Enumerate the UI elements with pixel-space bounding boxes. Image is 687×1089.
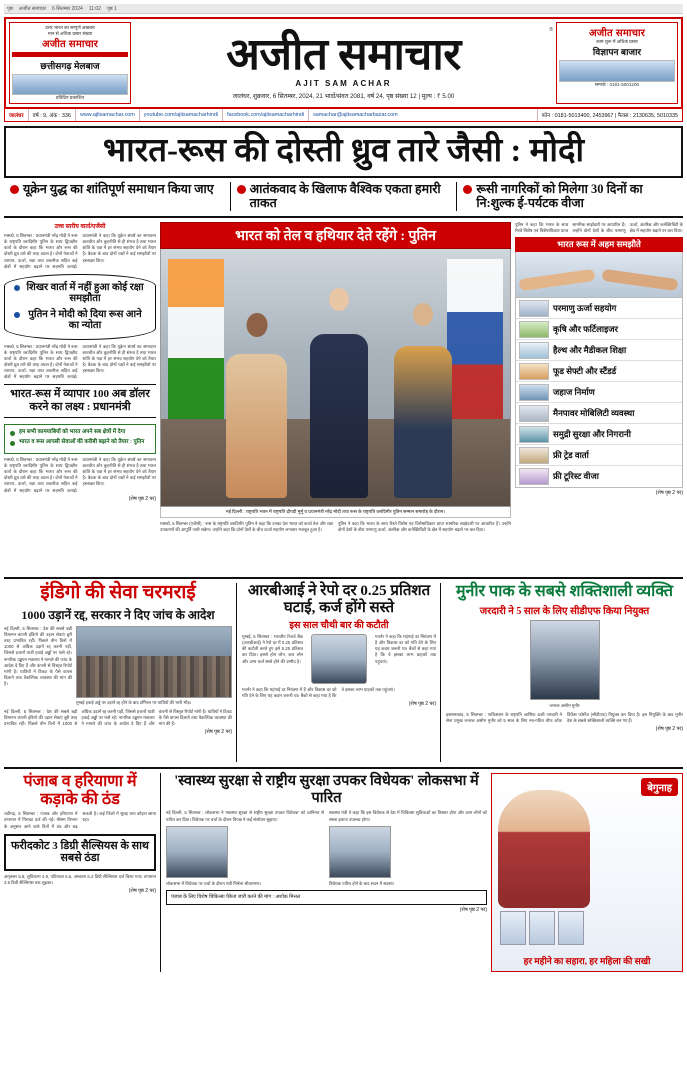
rbi-portrait-col bbox=[307, 634, 371, 684]
bill-content-row bbox=[166, 810, 487, 886]
food-safety-thumb-icon bbox=[519, 363, 549, 380]
left-bullet-text-2: पुतिन ने मोदी को दिया रूस आने का न्योता bbox=[28, 308, 142, 332]
sub-headline-1 bbox=[4, 182, 230, 212]
cds-headline: मुनीर पाक के सबसे शक्तिशाली व्यक्ति bbox=[455, 583, 674, 601]
top-strip-item-4: पृष्ठ 1 bbox=[106, 5, 117, 12]
handshake-icon bbox=[515, 252, 683, 298]
indigo-story bbox=[4, 583, 232, 762]
top-strip-item-1: अजीत समाचार bbox=[18, 5, 47, 12]
figure-head bbox=[329, 288, 349, 311]
lead-headline: भारत-रूस की दोस्ती ध्रुव तारे जैसी : मोदी bbox=[102, 133, 585, 169]
rbi-body-right: गवर्नर ने कहा कि महंगाई दर नियंत्रण में है और विकास दर को गति देने के लिए यह कदम जरूरी था। बैंकों से कहा गया है कि वे इसका लाभ ग्राहकों तक पहुंचाएं। bbox=[375, 634, 436, 664]
cold-body: चंडीगढ़, 5 सितम्बर : पंजाब और हरियाणा में तापमान में गिरावट दर्ज की गई। मौसम विभाग के अनुसार आने वाले दिनों में ठंड और बढ़ सकती है। कई जिलों में सुबह घना कोहरा छाया रहा। bbox=[4, 811, 156, 829]
advertisement[interactable] bbox=[491, 773, 683, 972]
bill-caption-right: विधेयक पारित होने के बाद सदन में सदस्य। bbox=[329, 880, 395, 886]
left-continuation-link[interactable]: (शेष पृष्ठ 2 पर) bbox=[128, 495, 156, 502]
indigo-body-2: नई दिल्ली, 5 सितम्बर : देश की सबसे बड़ी विमानन कंपनी इंडिगो की उड़ान सेवाएं बुरी तरह प्रभावित रहीं। पिछले तीन दिनों में 1000 से अधिक उड़ानें रद्द करनी पड़ीं, जिससे हजारों यात्री हवाई अड्डों पर फंसे रहे। नागरिक उड्डयन मंत्रालय ने मामले की जांच के आदेश दे दिए हैं और कंपनी से विस्तृत रिपोर्ट मांगी है। यात्रियों ने टिकट के पैसे वापस दिलाने तथा वैकल्पिक व्यवस्था की मांग की है। bbox=[4, 709, 232, 727]
agreement-label-2: हैल्थ और मैडीकल शिक्षा bbox=[553, 344, 627, 355]
info-website[interactable] bbox=[76, 109, 140, 121]
rbi-governor-portrait bbox=[311, 634, 367, 684]
ad-pack-item bbox=[500, 911, 526, 945]
ad-pack-item bbox=[558, 911, 584, 945]
maritime-security-thumb-icon bbox=[519, 426, 549, 443]
agreement-label-4: जहाज निर्माण bbox=[553, 386, 595, 397]
cds-photo-caption: जनरल असीम मुनीर bbox=[549, 702, 580, 708]
sub-headline-row bbox=[4, 182, 683, 219]
indigo-content-row bbox=[4, 626, 232, 706]
top-strip-item-3: 11:02 bbox=[88, 5, 101, 12]
info-issue: वर्ष : 9, अंक : 336 bbox=[29, 109, 76, 121]
lead-photo-caption: नई दिल्ली : राष्ट्रपति भवन में राष्ट्रपति द्रौपदी मुर्मू व प्रधानमंत्री नरेंद्र मोदी तथा रूस के राष्ट्रपति व्लादिमीर पुतिन सम्मान समारोह के दौरान। bbox=[160, 507, 511, 518]
left-bullet-text-1: शिखर वार्ता में नहीं हुआ कोई रक्षा समझौता bbox=[26, 281, 144, 305]
bill-story bbox=[160, 773, 487, 972]
ad-tagline: हर महीने का सहारा, हर महिला की सखी bbox=[523, 956, 651, 967]
ad-model-photo bbox=[498, 790, 590, 908]
center-text-row bbox=[160, 521, 511, 533]
bill-caption-left: लोकसभा में विधेयक पर चर्चा के दौरान मंत्री निर्मला सीतारमण। bbox=[166, 880, 262, 886]
agreement-label-8: फ्री टूरिस्ट वीजा bbox=[553, 471, 599, 482]
left-kicker: उच्च स्तरीय वार्ता/एजेंसी bbox=[54, 224, 106, 231]
indigo-headline: इंडिगो की सेवा चरमराई bbox=[40, 582, 196, 604]
masthead-right-note: सम्पर्क : 0181-5001200 bbox=[594, 81, 640, 87]
agreement-label-1: कृषि और फर्टिलाइजर bbox=[553, 323, 619, 334]
health-thumb-icon bbox=[519, 342, 549, 359]
masthead-left-strip bbox=[12, 52, 128, 57]
trademark-mark: ® bbox=[549, 26, 553, 33]
left-bullet-box bbox=[4, 274, 156, 340]
rbi-continuation-link[interactable]: (शेष पृष्ठ 2 पर) bbox=[408, 701, 436, 708]
agreement-label-0: परमाणु ऊर्जा सहयोग bbox=[553, 302, 617, 313]
lead-headline-box bbox=[4, 126, 683, 178]
tourist-visa-thumb-icon bbox=[519, 468, 549, 485]
lead-story-grid bbox=[4, 222, 683, 572]
masthead-left-small-top: मान से अधिक प्रसार संख्या bbox=[47, 30, 93, 36]
lead-photo bbox=[160, 249, 511, 507]
rbi-content-row bbox=[242, 634, 436, 684]
top-strip-item-2: 6 सितम्बर 2024 bbox=[52, 5, 83, 12]
list-item[interactable] bbox=[516, 445, 682, 466]
shipbuilding-thumb-icon bbox=[519, 384, 549, 401]
info-edition-text: जालंधर bbox=[9, 113, 24, 119]
bill-portrait-right bbox=[329, 826, 391, 878]
left-trade-headline: भारत-रूस में व्यापार 100 अब डॉलर करने का लक्ष्य : प्रधानमंत्री bbox=[4, 384, 156, 417]
cds-story bbox=[440, 583, 683, 762]
free-trade-thumb-icon bbox=[519, 447, 549, 464]
newspaper-brand-title: अजीत समाचार bbox=[226, 29, 461, 79]
list-item[interactable] bbox=[516, 319, 682, 340]
top-strip-item-0: पृष्ठ bbox=[7, 5, 13, 12]
ad-panel[interactable] bbox=[491, 773, 683, 972]
ad-product-packs bbox=[500, 911, 584, 945]
sub-headline-3 bbox=[456, 182, 683, 212]
rbi-story bbox=[236, 583, 436, 762]
indigo-subhead: 1000 उड़ानें रद्द, सरकार ने दिए जांच के आदेश bbox=[21, 608, 215, 623]
bullet-icon bbox=[10, 185, 19, 194]
left-body-text-2: मास्को, 5 सितम्बर : प्रधानमंत्री नरेंद्र मोदी ने रूस के राष्ट्रपति व्लादिमीर पुतिन के साथ द्विपक्षीय वार्ता के दौरान कहा कि भारत और रूस की दोस्ती ध्रुव तारे की तरह अटल है। दोनों नेताओं ने व्यापार, ऊर्जा, रक्षा तथा तकनीक सहित कई क्षेत्रों में सहयोग बढ़ाने पर सहमति जताई। प्रधानमंत्री ने कहा कि यूक्रेन संघर्ष का समाधान बातचीत और कूटनीति से ही संभव है तथा भारत शांति के पक्ष में हर संभव सहयोग देने को तैयार है। बैठक के बाद दोनों पक्षों ने कई समझौतों पर हस्ताक्षर किए। bbox=[4, 343, 156, 380]
green-point-item bbox=[10, 429, 150, 436]
left-body-text: मास्को, 5 सितम्बर : प्रधानमंत्री नरेंद्र मोदी ने रूस के राष्ट्रपति व्लादिमीर पुतिन के साथ द्विपक्षीय वार्ता के दौरान कहा कि भारत और रूस की दोस्ती ध्रुव तारे की तरह अटल है। दोनों नेताओं ने व्यापार, ऊर्जा, रक्षा तथा तकनीक सहित कई क्षेत्रों में सहयोग बढ़ाने पर सहमति जताई। प्रधानमंत्री ने कहा कि यूक्रेन संघर्ष का समाधान बातचीत और कूटनीति से ही संभव है तथा भारत शांति के पक्ष में हर संभव सहयोग देने को तैयार है। बैठक के बाद दोनों पक्षों ने कई समझौतों पर हस्ताक्षर किए। bbox=[4, 233, 156, 269]
rbi-body-2: गवर्नर ने कहा कि महंगाई दर नियंत्रण में है और विकास दर को गति देने के लिए यह कदम जरूरी था। बैंकों से कहा गया है कि वे इसका लाभ ग्राहकों तक पहुंचाएं। bbox=[242, 687, 395, 699]
photo-caption-bar: भारत को तेल व हथियार देते रहेंगे : पुतिन bbox=[160, 222, 511, 249]
bill-portrait-left bbox=[166, 826, 228, 878]
manpower-thumb-icon bbox=[519, 405, 549, 422]
nuclear-energy-thumb-icon bbox=[519, 300, 549, 317]
figure-body bbox=[310, 334, 368, 498]
bullet-icon bbox=[10, 441, 15, 446]
list-item[interactable] bbox=[516, 361, 682, 382]
cold-continuation-link[interactable]: (शेष पृष्ठ 2 पर) bbox=[128, 888, 156, 895]
bullet-icon bbox=[14, 285, 20, 291]
indigo-photo-caption: मुम्बई हवाई अड्डे पर उड़ानें रद्द होने के बाद टर्मिनल पर यात्रियों की भारी भीड़। bbox=[76, 700, 192, 706]
rbi-subhead: इस साल चौथी बार की कटौती bbox=[289, 621, 389, 632]
photo-figure-president bbox=[217, 313, 297, 498]
cold-table-note: अमृतसर 5.8, लुधियाना 4.9, पटियाला 5.6, अम्बाला 6.2 डिग्री सैल्सियस दर्ज किया गया। तापमान 3.5 डिग्री सैल्सियस तक लुढ़का। bbox=[4, 873, 156, 885]
bill-body-right: स्वास्थ्य मंत्री ने कहा कि इस विधेयक से देश में चिकित्सा सुविधाओं का विस्तार होगा और आम लोगों को सस्ता इलाज उपलब्ध होगा। bbox=[329, 810, 487, 822]
masthead-left-panel bbox=[9, 22, 131, 104]
list-item[interactable] bbox=[516, 466, 682, 487]
indigo-body: नई दिल्ली, 5 सितम्बर : देश की सबसे बड़ी विमानन कंपनी इंडिगो की उड़ान सेवाएं बुरी तरह प्रभावित रहीं। पिछले तीन दिनों में 1000 से अधिक उड़ानें रद्द करनी पड़ीं, जिससे हजारों यात्री हवाई अड्डों पर फंसे रहे। नागरिक उड्डयन मंत्रालय ने मामले की जांच के आदेश दे दिए हैं और कंपनी से विस्तृत रिपोर्ट मांगी है। यात्रियों ने टिकट के पैसे वापस दिलाने तथा वैकल्पिक व्यवस्था की मांग की है। bbox=[4, 626, 72, 686]
info-email[interactable] bbox=[309, 109, 538, 121]
photo-figure-modi bbox=[384, 303, 461, 498]
info-youtube[interactable] bbox=[140, 109, 223, 121]
cds-officer-photo bbox=[530, 620, 600, 700]
indigo-continuation-link[interactable]: (शेष पृष्ठ 2 पर) bbox=[204, 729, 232, 736]
center-body-right: पुतिन ने कहा कि भारत के साथ रिश्ते विशेष एवं विशेषाधिकार प्राप्त सामरिक साझेदारी पर आधारित हैं। उन्होंने दोनों देशों के बीच परमाणु ऊर्जा, अंतरिक्ष और कनेक्टिविटी के क्षेत्र में सहयोग बढ़ाने पर बल दिया। bbox=[338, 521, 511, 533]
agreement-label-3: फूड सेफ्टी और स्टैंडर्ड bbox=[553, 365, 617, 376]
masthead-right-panel bbox=[556, 22, 678, 104]
figure-body bbox=[226, 354, 287, 498]
masthead-center bbox=[134, 19, 553, 107]
third-band bbox=[4, 767, 683, 972]
agreements-list bbox=[515, 298, 683, 488]
list-item[interactable] bbox=[516, 340, 682, 361]
browser-top-strip bbox=[4, 4, 683, 14]
lead-center-column bbox=[160, 222, 511, 572]
bill-note-box: पंजाब के लिए विशेष चिकित्सा पैकेज जारी करने की मांग : अशोक मित्तल bbox=[166, 890, 487, 905]
green-point-text-1: हम सभी कामयाबियों को भारत अपने सब क्षेत्रों में देगा bbox=[19, 428, 126, 435]
figure-head bbox=[413, 303, 433, 326]
masthead-meta: जालंधर, शुक्रवार, 6 सितम्बर, 2024, 21 भादों/संवत 2081, वर्ष 24, पृष्ठ संख्या 12 | मूल्य : ₹ 5.00 bbox=[232, 92, 455, 100]
indigo-crowd-photo bbox=[76, 626, 232, 698]
bullet-icon bbox=[463, 185, 472, 194]
bullet-icon bbox=[237, 185, 246, 194]
info-youtube-text: youtube.com/ajitsamacharhindi bbox=[143, 112, 219, 118]
left-bullet-item bbox=[14, 282, 146, 305]
lead-left-column bbox=[4, 222, 156, 572]
left-green-points-box bbox=[4, 424, 156, 455]
sub-headline-1-text: यूक्रेन युद्ध का शांतिपूर्ण समाधान किया जाए bbox=[23, 181, 214, 196]
newspaper-brand-roman: AJIT SAM ACHAR bbox=[295, 78, 392, 88]
sub-headline-2 bbox=[230, 182, 457, 212]
figure-head bbox=[247, 313, 268, 337]
sub-headline-3-text: रूसी नागरिकों को मिलेगा 30 दिनों का नि:शुल्क ई-पर्यटक वीजा bbox=[476, 181, 643, 211]
second-band bbox=[4, 577, 683, 762]
cold-headline: पंजाब व हरियाणा में कड़ाके की ठंड bbox=[23, 773, 137, 808]
masthead-left-black-title: छत्तीसगढ़ मेलबाज bbox=[40, 61, 100, 72]
ad-pack-item bbox=[529, 911, 555, 945]
agreement-label-6: समुद्री सुरक्षा और निगरानी bbox=[553, 428, 631, 439]
list-item[interactable] bbox=[516, 403, 682, 424]
bill-body-left: नई दिल्ली, 5 सितम्बर : लोकसभा ने 'स्वास्थ्य सुरक्षा से राष्ट्रीय सुरक्षा उपकर विधेयक' को ध्वनिमत से पारित कर दिया। विधेयक पर चर्चा के दौरान विपक्ष ने कई संशोधन सुझाए। bbox=[166, 810, 324, 822]
sub-headline-2-text: आतंकवाद के खिलाफ वैश्विक एकता हमारी ताकत bbox=[249, 181, 441, 211]
masthead-right-thumbnail bbox=[559, 60, 675, 82]
ad-brand-logo: बेगुनाह bbox=[641, 778, 678, 796]
masthead bbox=[4, 17, 683, 109]
masthead-right-black-title: विज्ञापन बाजार bbox=[592, 46, 642, 57]
right-intro-text: पुतिन ने कहा कि भारत के साथ रिश्ते विशेष एवं विशेषाधिकार प्राप्त सामरिक साझेदारी पर आधारित हैं। उन्होंने दोनों देशों के बीच परमाणु ऊर्जा, अंतरिक्ष और कनेक्टिविटी के क्षेत्र में सहयोग बढ़ाने पर बल दिया। bbox=[515, 222, 683, 234]
rbi-headline: आरबीआई ने रेपो दर 0.25 प्रतिशत घटाई, कर्ज होंगे सस्ते bbox=[247, 583, 431, 616]
green-point-item bbox=[10, 439, 150, 446]
center-body-left: मास्को, 5 सितम्बर (एजेंसी) : रूस के राष्ट्रपति व्लादिमीर पुतिन ने कहा कि उनका देश भारत को कच्चे तेल और रक्षा उपकरणों की आपूर्ति जारी रखेगा। उन्होंने कहा कि दोनों देशों के बीच ऊर्जा सहयोग लगातार मजबूत हुआ है। bbox=[160, 521, 333, 533]
cold-highlight-box: फरीदकोट 3 डिग्री सैल्सियस के साथ सबसे ठंडा bbox=[4, 834, 156, 871]
masthead-left-thumbnail bbox=[12, 74, 128, 95]
bill-right-col bbox=[329, 810, 487, 886]
agreements-title: भारत रूस में अहम समझौते bbox=[515, 237, 683, 252]
left-bullet-item bbox=[14, 309, 146, 332]
info-edition bbox=[5, 109, 29, 121]
bullet-icon bbox=[10, 431, 15, 436]
bill-continuation-link[interactable]: (शेष पृष्ठ 2 पर) bbox=[459, 906, 487, 913]
info-bar bbox=[4, 109, 683, 122]
cds-continuation-link[interactable]: (शेष पृष्ठ 2 पर) bbox=[655, 726, 683, 733]
agreements-continuation-link[interactable]: (शेष पृष्ठ 2 पर) bbox=[655, 490, 683, 497]
rbi-body-left: मुम्बई, 5 सितम्बर : भारतीय रिजर्व बैंक (आरबीआई) ने रेपो दर में 0.25 प्रतिशत की कटौती करते हुए इसे 5.25 प्रतिशत कर दिया। इससे होम लोन, कार लोन और अन्य कर्ज सस्ते होने की उम्मीद है। bbox=[242, 634, 303, 664]
cds-subhead: जरदारी ने 5 साल के लिए सीडीएफ किया नियुक्त bbox=[479, 605, 650, 617]
lead-right-column bbox=[515, 222, 683, 572]
masthead-left-note: प्रतिदिन प्रकाशित bbox=[55, 95, 85, 101]
info-facebook-text: facebook.com/ajitsamacharhindi bbox=[227, 112, 305, 118]
info-website-text: www.ajitsamachar.com bbox=[79, 112, 135, 118]
green-point-text-2: भारत व रूस आपसी सेवाओं की करीबी बढ़ाने को तैयार : पुतिन bbox=[19, 438, 145, 445]
bill-left-col bbox=[166, 810, 324, 886]
list-item[interactable] bbox=[516, 382, 682, 403]
bill-headline: 'स्वास्थ्य सुरक्षा से राष्ट्रीय सुरक्षा उपकर विधेयक' लोकसभा में पारित bbox=[174, 773, 479, 806]
indigo-photo-col bbox=[76, 626, 232, 706]
figure-body bbox=[394, 346, 452, 498]
agriculture-thumb-icon bbox=[519, 321, 549, 338]
masthead-left-red-title: अजीत समाचार bbox=[41, 39, 99, 51]
cold-wave-story bbox=[4, 773, 156, 972]
agreement-label-5: मैनपावर मोबिलिटी व्यवस्था bbox=[553, 407, 635, 418]
list-item[interactable] bbox=[516, 298, 682, 319]
info-facebook[interactable] bbox=[223, 109, 309, 121]
masthead-left-title: उत्तर भारत का सम्पूर्ण अखबार bbox=[45, 25, 95, 30]
cds-body: इस्लामाबाद, 5 सितम्बर : पाकिस्तान के राष्ट्रपति आसिफ अली जरदारी ने सेना प्रमुख जनरल असीम मुनीर को 5 साल के लिए नव-गठित चीफ ऑफ डिफेंस फोर्सेज (सीडीएफ) नियुक्त कर दिया है। इस नियुक्ति के बाद मुनीर देश के सबसे शक्तिशाली व्यक्ति बन गए हैं। bbox=[446, 711, 683, 723]
photo-figure-putin bbox=[301, 288, 378, 499]
bullet-icon bbox=[14, 312, 20, 318]
left-body-text-3: मास्को, 5 सितम्बर : प्रधानमंत्री नरेंद्र मोदी ने रूस के राष्ट्रपति व्लादिमीर पुतिन के साथ द्विपक्षीय वार्ता के दौरान कहा कि भारत और रूस की दोस्ती ध्रुव तारे की तरह अटल है। दोनों नेताओं ने व्यापार, ऊर्जा, रक्षा तथा तकनीक सहित कई क्षेत्रों में सहयोग बढ़ाने पर सहमति जताई। प्रधानमंत्री ने कहा कि यूक्रेन संघर्ष का समाधान बातचीत और कूटनीति से ही संभव है तथा भारत शांति के पक्ष में हर संभव सहयोग देने को तैयार है। बैठक के बाद दोनों पक्षों ने कई समझौतों पर हस्ताक्षर किए। bbox=[4, 457, 156, 493]
info-phone: फोन : 0181-5013400, 2453967 | फैक्स : 2130635, 5010335 bbox=[541, 113, 678, 119]
masthead-right-red-title: अजीत समाचार bbox=[588, 28, 646, 39]
agreement-label-7: फ्री ट्रेड वार्ता bbox=[553, 449, 589, 460]
info-email-text: samachar@ajitsamacharbazar.com bbox=[313, 112, 398, 118]
masthead-right-line1: काम शुरू में अधिक प्रसार bbox=[596, 39, 638, 44]
india-flag-icon bbox=[168, 259, 224, 418]
list-item[interactable] bbox=[516, 424, 682, 445]
